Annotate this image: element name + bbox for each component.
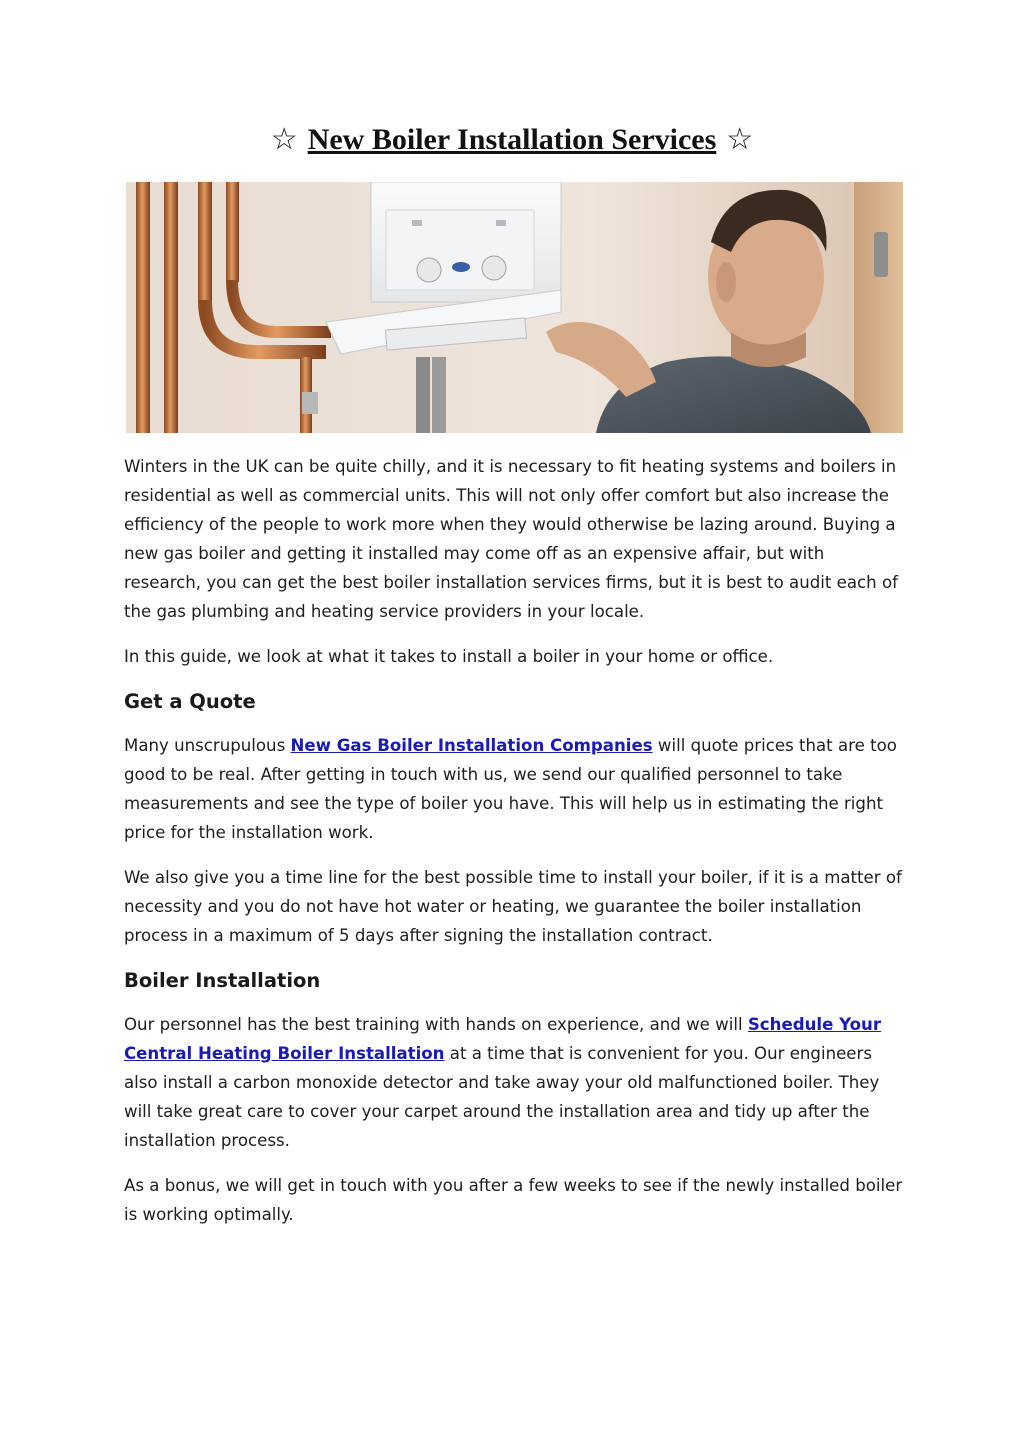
install-paragraph-2: As a bonus, we will get in touch with you after a few weeks to see if the newly installed boiler is working optimally.	[124, 1176, 903, 1224]
section-heading-get-a-quote: Get a Quote	[124, 690, 256, 713]
quote-p1-text-before: Many unscrupulous	[124, 736, 291, 755]
install-p1-text-before: Our personnel has the best training with hands on experience, and we will	[124, 1015, 748, 1034]
quote-paragraph-1	[124, 731, 904, 847]
section-heading-boiler-installation: Boiler Installation	[124, 969, 321, 992]
schedule-installation-link[interactable]: Schedule Your Central Heating Boiler Installation	[124, 1015, 881, 1063]
hero-image	[126, 182, 903, 433]
quote-paragraph-2: We also give you a time line for the best possible time to install your boiler, if it is a matter of necessity and you do not have hot water or heating, we guarantee the boiler installation process in a maximum of 5 days after signing the installation contract.	[124, 868, 902, 945]
boiler-installation-photo	[126, 182, 903, 433]
page-title-text: New Boiler Installation Services	[307, 123, 717, 156]
star-right-icon: ☆	[726, 123, 754, 156]
install-paragraph-1	[124, 1010, 904, 1155]
quote-p1-text-after: will quote prices that are too good to be real. After getting in touch with us, we send our qualified personnel to take measurements and see the type of boiler you have. This will help us in estimating the right price for the installation work.	[124, 736, 897, 842]
intro-paragraph-2: In this guide, we look at what it takes to install a boiler in your home or office.	[124, 647, 774, 666]
star-left-icon: ☆	[270, 123, 298, 156]
install-p1-text-after: at a time that is convenient for you. Our engineers also install a carbon monoxide detector and take away your old malfunctioned boiler. They will take great care to cover your carpet around the installation area and tidy up after the installation process.	[124, 1044, 880, 1150]
article-body	[124, 452, 904, 1245]
intro-paragraph-1: Winters in the UK can be quite chilly, and it is necessary to fit heating systems and boilers in residential as well as commercial units. This will not only offer comfort but also increase the efficiency of the people to work more when they would otherwise be lazing around. Buying a new gas boiler and getting it installed may come off as an expensive affair, but with research, you can get the best boiler installation services firms, but it is best to audit each of the gas plumbing and heating service providers in your locale.	[124, 457, 898, 621]
page-title	[0, 122, 1024, 157]
new-gas-boiler-installation-companies-link[interactable]: New Gas Boiler Installation Companies	[290, 736, 653, 755]
